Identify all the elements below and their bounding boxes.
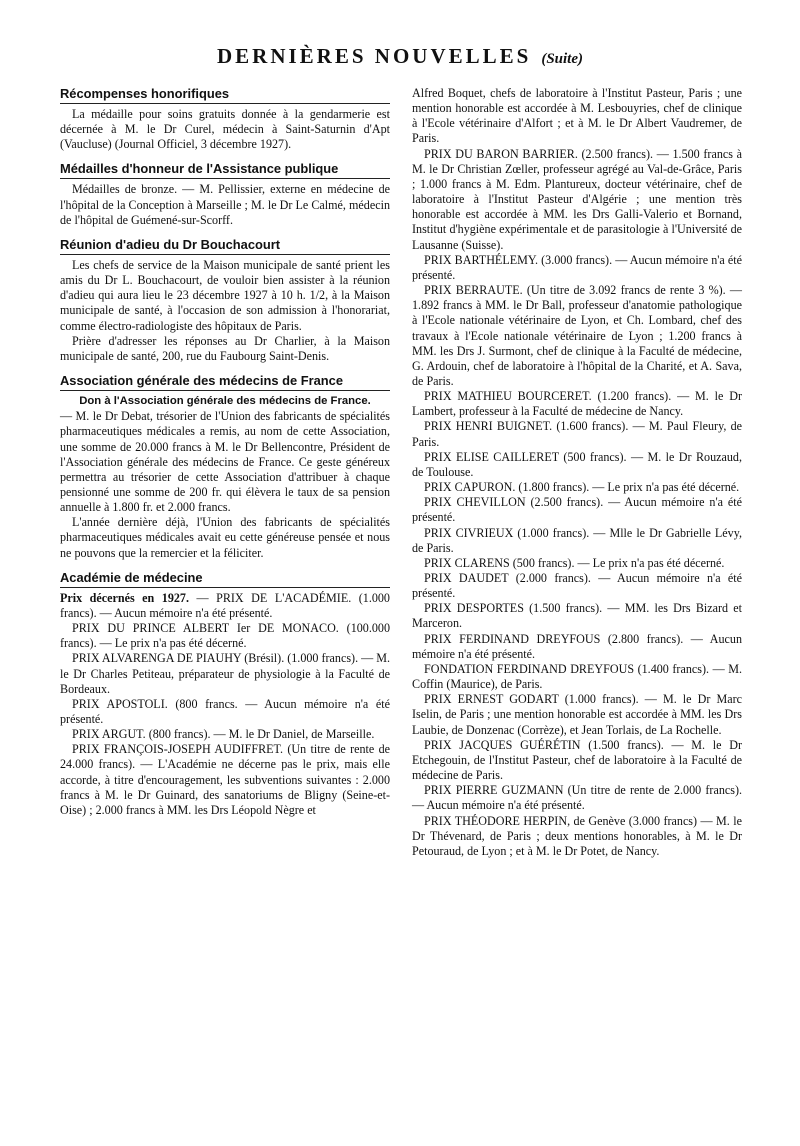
paragraph: PRIX CLARENS (500 francs). — Le prix n'a pas été décerné. [424, 555, 725, 570]
paragraph: PRIX ALVARENGA DE PIAUHY (Brésil). (1.000 francs). — M. le Dr Charles Petiteau, préparateur de physiologie à la Faculté de Bordeaux. [60, 651, 391, 696]
paragraph: PRIX CAPURON. (1.800 francs). — Le prix n'a pas été décerné. [424, 480, 740, 495]
paragraph: PRIX ARGUT. (800 francs). — M. le Dr Daniel, de Marseille. [72, 727, 375, 742]
paragraph: PRIX ERNEST GODART (1.000 francs). — M. le Dr Marc Iselin, de Paris ; une mention honorable est accordée à MM. les Drs Laubie, de Donzenac (Corrèze), et Jean Torlais, de La Rochelle. [412, 692, 742, 737]
page-title-suite: (Suite) [541, 51, 583, 67]
section-title: Médailles d'honneur de l'Assistance publique [60, 161, 390, 179]
paragraph: PRIX BARTHÉLEMY. (3.000 francs). — Aucun mémoire n'a été présenté. [412, 252, 742, 282]
paragraph: PRIX DAUDET (2.000 francs). — Aucun mémoire n'a été présenté. [412, 571, 742, 601]
section-medailles [60, 161, 390, 227]
section-title: Académie de médecine [60, 570, 390, 588]
page-title: DERNIÈRES NOUVELLES [217, 44, 532, 68]
section-title: Récompenses honorifiques [60, 86, 390, 104]
section-subtitle: Don à l'Association générale des médecins de France. [79, 395, 371, 408]
paragraph: PRIX HENRI BUIGNET. (1.600 francs). — M. Paul Fleury, de Paris. [412, 419, 742, 449]
paragraph: PRIX FRANÇOIS-JOSEPH AUDIFFRET. (Un titre de rente de 24.000 francs). — L'Académie ne décerne pas le prix, mais elle accorde, à titre d'encouragement, les subventions suivantes : 2.000 francs à M. le Dr Guinard, des sanatoriums de Bligny (Seine-et-Oise) ; 2.000 francs à MM. les Drs Léopold Nègre et [60, 742, 390, 817]
left-column [60, 86, 390, 827]
paragraph: PRIX DU PRINCE ALBERT Ier DE MONACO. (100.000 francs). — Le prix n'a pas été décerné. [60, 621, 390, 651]
paragraph: PRIX MATHIEU BOURCERET. (1.200 francs). — M. le Dr Lambert, professeur à la Faculté de médecine de Nancy. [412, 389, 742, 419]
paragraph: FONDATION FERDINAND DREYFOUS (1.400 francs). — M. Coffin (Maurice), de Paris. [412, 661, 742, 692]
paragraph: PRIX CHEVILLON (2.500 francs). — Aucun mémoire n'a été présenté. [412, 495, 742, 525]
paragraph: L'année dernière déjà, l'Union des fabricants de spécialités pharmaceutiques médicales avait eu cette généreuse pensée et nous ne pouvons que la remercier et la féliciter. [60, 515, 390, 560]
section-title: Réunion d'adieu du Dr Bouchacourt [60, 237, 390, 255]
prize-text: — PRIX DE L'ACADÉMIE. (1.000 francs). — Aucun mémoire n'a été présenté. [60, 590, 390, 620]
section-title: Association générale des médecins de France [60, 373, 390, 391]
paragraph: PRIX JACQUES GUÉRÉTIN (1.500 francs). — M. le Dr Etchegouin, de l'Institut Pasteur, chef de laboratoire à la Faculté de médecine de Paris. [412, 737, 742, 783]
paragraph: PRIX CIVRIEUX (1.000 francs). — Mlle le Dr Gabrielle Lévy, de Paris. [412, 525, 742, 555]
paragraph: PRIX DESPORTES (1.500 francs). — MM. les Drs Bizard et Marceron. [412, 601, 742, 631]
page-header [0, 44, 800, 69]
section-academie [60, 570, 390, 818]
paragraph: PRIX BERRAUTE. (Un titre de 3.092 francs de rente 3 %). — 1.892 francs à MM. le Dr Ball, professeur d'anatomie pathologique à l'Ecole nationale vétérinaire de Lyon, et Ch. Lombard, chef des travaux à l'Ecole nationale vétérinaire de Lyon ; 1.200 francs à MM. les Drs J. Surmont, chef de clinique à la Faculté de médecine, G. Ardouin, chef de laboratoire à l'hôpital de la Charité, et A. Sava, de Paris. [412, 283, 742, 388]
paragraph: Les chefs de service de la Maison municipale de santé prient les amis du Dr L. Bouchacourt, de vouloir bien assister à la réunion d'adieu qui aura lieu le 23 décembre 1927 à 10 h. 1/2, à la Maison municipale de santé, à l'occasion de son admission à l'honorariat, comme électro-radiologiste des hôpitaux de Paris. [60, 257, 390, 333]
paragraph: PRIX DU BARON BARRIER. (2.500 francs). — 1.500 francs à M. le Dr Christian Zœller, professeur agrégé au Val-de-Grâce, Paris ; 1.000 francs à M. Edm. Plantureux, docteur vétérinaire, chef de laboratoire à l'Institut Pasteur d'Algérie ; une mention très honorable est accordée à MM. les Drs Galli-Valerio et Bornand, Institut d'hygiène expérimentale et de parasitologie à l'Université de Lausanne (Suisse). [412, 146, 742, 252]
prize-year-label: Prix décernés en 1927. [60, 590, 189, 605]
right-column [412, 86, 742, 859]
paragraph: Prière d'adresser les réponses au Dr Charlier, à la Maison municipale de santé, 200, rue du Faubourg Saint-Denis. [60, 333, 390, 363]
paragraph [60, 591, 390, 621]
section-reunion [60, 237, 390, 364]
paragraph: — M. le Dr Debat, trésorier de l'Union des fabricants de spécialités pharmaceutiques médicales a remis, au nom de cette Association, une somme de 20.000 francs à M. le Dr Bellencontre, Président de l'Association générale des médecins de France. Ce geste généreux permettra au trésorier de cette Association d'attribuer à chaque pensionné une somme de 200 fr. qui élèvera le taux de sa pension annuelle à 1.800 fr. et 2.000 francs. [60, 409, 390, 515]
paragraph: PRIX ELISE CAILLERET (500 francs). — M. le Dr Rouzaud, de Toulouse. [412, 449, 742, 479]
paragraph: PRIX APOSTOLI. (800 francs. — Aucun mémoire n'a été présenté. [60, 696, 390, 726]
paragraph: PRIX PIERRE GUZMANN (Un titre de rente de 2.000 francs). — Aucun mémoire n'a été présenté. [412, 783, 742, 813]
paragraph: PRIX FERDINAND DREYFOUS (2.800 francs). — Aucun mémoire n'a été présenté. [412, 631, 742, 661]
section-recompenses [60, 86, 390, 152]
paragraph: Alfred Boquet, chefs de laboratoire à l'Institut Pasteur, Paris ; une mention honorable est accordée à M. Lesbouyries, chef de clinique à l'Ecole vétérinaire d'Alfort ; et à M. le Dr Albert Vaudremer, de Paris. [412, 86, 742, 146]
paragraph: La médaille pour soins gratuits donnée à la gendarmerie est décernée à M. le Dr Curel, médecin à Saint-Saturnin d'Apt (Vaucluse) (Journal Officiel, 3 décembre 1927). [60, 107, 390, 152]
paragraph: PRIX THÉODORE HERPIN, de Genève (3.000 francs) — M. le Dr Thévenard, de Paris ; deux mentions honorables, à M. le Dr Petouraud, de Lyon ; et à M. le Dr Potet, de Nancy. [412, 813, 742, 858]
section-association [60, 373, 390, 561]
paragraph: Médailles de bronze. — M. Pellissier, externe en médecine de l'hôpital de la Conception à Marseille ; M. le Dr Le Calmé, médecin de l'hôpital de Guémené-sur-Scorff. [60, 182, 390, 227]
